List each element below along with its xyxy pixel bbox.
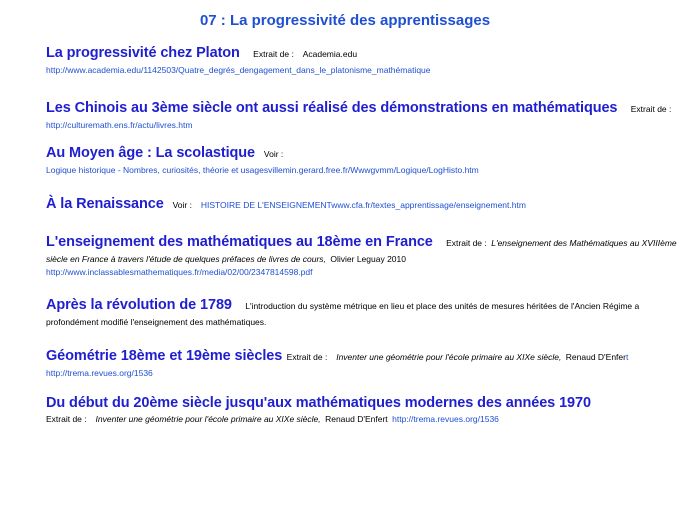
source-name: Academia.edu xyxy=(302,49,358,59)
section-chinois xyxy=(46,99,676,131)
see-prefix: Voir : xyxy=(172,200,192,210)
source-link[interactable]: http://trema.revues.org/1536 xyxy=(392,414,499,424)
extract-prefix: Extrait de : xyxy=(630,104,672,114)
section-revolution xyxy=(46,296,676,328)
section-text-cont: profondément modifié l'enseignement des mathématiques. xyxy=(46,317,267,327)
section-heading: Du début du 20ème siècle jusqu'aux mathématiques modernes des années 1970 xyxy=(46,395,591,411)
section-platon xyxy=(46,44,676,76)
source-link[interactable]: http://www.inclassablesmathematiques.fr/media/02/00/2347814598.pdf xyxy=(46,267,313,277)
book-author: Renaud D'Enfert xyxy=(565,352,629,362)
book-author: Renaud D'Enfert xyxy=(325,414,388,424)
section-moyen-age xyxy=(46,144,676,176)
section-18eme xyxy=(46,233,676,278)
source-link[interactable]: HISTOIRE DE L'ENSEIGNEMENTwww.cfa.fr/textes_apprentissage/enseignement.htm xyxy=(200,200,526,210)
book-title: Inventer une géométrie pour l'école primaire au XIXe siècle, xyxy=(336,352,562,362)
source-link[interactable]: Logique historique - Nombres, curiosités, théorie et usagesvillemin.gerard.free.fr/Wwwgvmm/Logique/LogHisto.htm xyxy=(46,165,479,175)
extract-prefix: Extrait de : xyxy=(46,414,87,424)
book-title: Inventer une géométrie pour l'école primaire au XIXe siècle, xyxy=(95,414,321,424)
book-title: L'enseignement des Mathématiques au XVIIIème xyxy=(491,238,677,248)
see-prefix: Voir : xyxy=(263,149,284,159)
section-renaissance xyxy=(46,195,676,214)
section-20eme xyxy=(46,394,676,425)
source-link[interactable]: http://culturemath.ens.fr/actu/livres.htm xyxy=(46,120,193,130)
section-heading: La progressivité chez Platon xyxy=(46,45,240,61)
source-link[interactable]: http://www.academia.edu/1142503/Quatre_degrés_dengagement_dans_le_platonisme_mathématique xyxy=(46,65,431,75)
section-heading: Les Chinois au 3ème siècle ont aussi réalisé des démonstrations en mathématiques xyxy=(46,100,618,116)
book-author: Olivier Leguay 2010 xyxy=(330,254,406,264)
author-suffix: t xyxy=(625,352,629,362)
page-title: 07 : La progressivité des apprentissages xyxy=(199,12,491,29)
section-heading: Après la révolution de 1789 xyxy=(46,297,232,313)
section-text: L'introduction du système métrique en lieu et place des unités de mesures héritées de l'Ancien Régime a xyxy=(245,301,640,311)
section-19eme xyxy=(46,347,676,379)
book-title-cont: siècle en France à travers l'étude de quelques préfaces de livres de cours, xyxy=(46,254,326,264)
extract-prefix: Extrait de : xyxy=(286,352,328,362)
section-heading: L'enseignement des mathématiques au 18ème en France xyxy=(46,234,433,250)
section-heading: Au Moyen âge : La scolastique xyxy=(46,145,256,161)
section-heading: Géométrie 18ème et 19ème siècles xyxy=(46,348,283,364)
extract-prefix: Extrait de : xyxy=(253,49,294,59)
source-link[interactable]: http://trema.revues.org/1536 xyxy=(46,368,153,378)
section-heading: À la Renaissance xyxy=(46,196,164,212)
extract-prefix: Extrait de : xyxy=(446,238,487,248)
